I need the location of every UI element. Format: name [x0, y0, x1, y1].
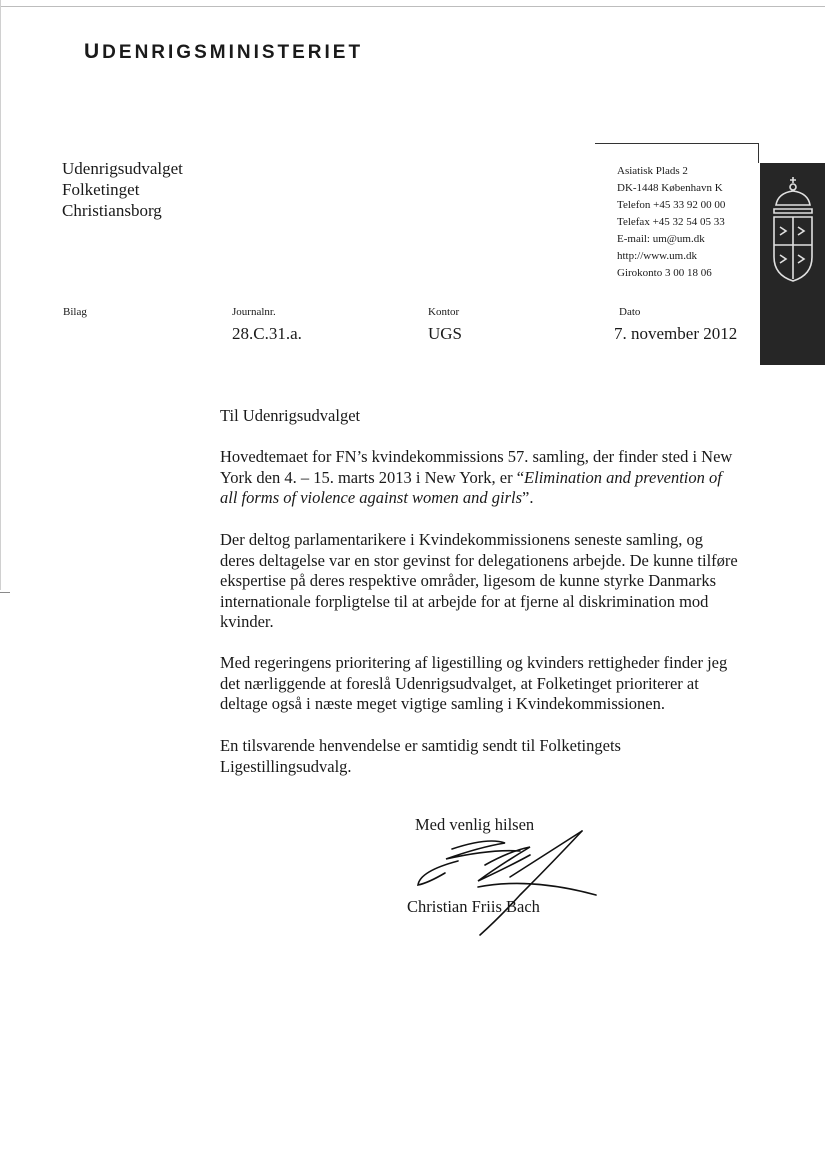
salutation: Til Udenrigsudvalget [220, 406, 361, 425]
ministry-letterhead: UDENRIGSMINISTERIET [84, 40, 364, 63]
journal-number: 28.C.31.a. [232, 324, 302, 343]
address-line: Telefax +45 32 54 05 33 [617, 216, 725, 228]
address-line: DK-1448 København K [617, 182, 723, 194]
paragraph-3: Med regeringens prioritering af ligestilling og kvinders rettigheder finder jeg det nærliggende at foreslå Udenrigsudvalget, at Folketinget prioriterer at deltage også i næste meget vigtige samling i Kvindekommissionen. [220, 653, 728, 713]
address-rule [595, 143, 758, 144]
paragraph-4: En tilsvarende henvendelse er samtidig sendt til Folketingets Ligestillingsudvalg. [220, 736, 621, 776]
letter-date: 7. november 2012 [614, 324, 738, 343]
paragraph-1: Hovedtemaet for FN’s kvindekommissions 57. samling, der finder sted i New York den 4. – 15. marts 2013 i New York, er “Elimination and prevention of all forms of violence against women and girls”. [220, 447, 733, 507]
handwritten-signature [400, 825, 610, 940]
left-border [0, 0, 1, 590]
recipient-line: Folketinget [62, 180, 140, 199]
address-line: Asiatisk Plads 2 [617, 165, 688, 177]
closing-greeting: Med venlig hilsen [415, 815, 535, 834]
date-label: Dato [619, 306, 641, 318]
signer-name: Christian Friis Bach [407, 897, 540, 916]
address-line: http://www.um.dk [617, 250, 697, 262]
session-theme: Elimination and prevention of all forms of violence against women and girls [220, 467, 722, 507]
recipient-line: Christiansborg [62, 201, 162, 220]
kontor-value: UGS [428, 324, 463, 343]
journal-label: Journalnr. [232, 306, 276, 318]
bilag-label: Bilag [63, 306, 87, 318]
address-line: E-mail: um@um.dk [617, 233, 705, 245]
address-line: Telefon +45 33 92 00 00 [617, 199, 726, 211]
kontor-label: Kontor [428, 306, 460, 318]
crest-panel [760, 163, 825, 365]
fold-mark [0, 592, 10, 593]
paragraph-2: Der deltog parlamentarikere i Kvindekommissionens seneste samling, og deres deltagelse var en stor gevinst for delegationens arbejde. De kunne tilføre ekspertise på deres respektive områder, ligesom de kunne styrke Danmarks internationale forpligtelse til at arbejde for at fjerne al diskrimination mod kvinder. [220, 530, 738, 631]
top-border [0, 6, 825, 7]
royal-crest-icon [768, 175, 818, 285]
sender-address [617, 163, 725, 282]
address-line: Girokonto 3 00 18 06 [617, 267, 712, 279]
recipient-address [62, 158, 183, 221]
recipient-line: Udenrigsudvalget [62, 159, 183, 178]
address-rule-tick [758, 143, 759, 163]
